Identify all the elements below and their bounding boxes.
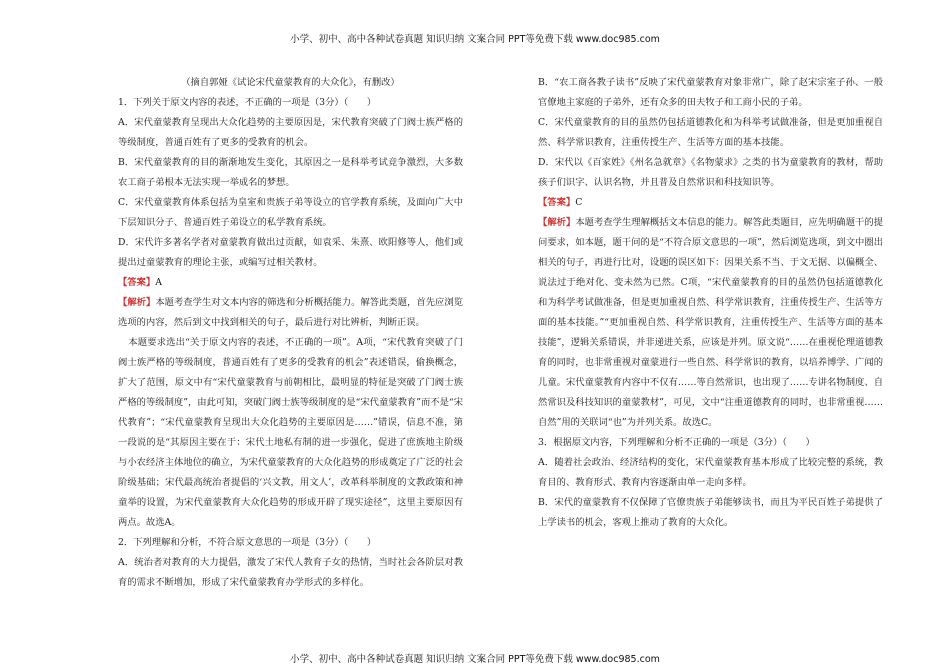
question-1: 1．下列关于原文内容的表述，不正确的一项是（3分）（ ） xyxy=(118,97,377,108)
answer-label: 【答案】 xyxy=(118,277,156,288)
question-2: 2．下列理解和分析，不符合原文意思的一项是（3分）（ ） xyxy=(118,537,377,548)
question-3-option-a: A．随着社会政治、经济结构的变化，宋代童蒙教育基本形成了比较完整的系统，教育目的、教育形式、教育内容逐渐由单一走向多样。 xyxy=(538,457,883,488)
source-citation: （摘自郭娅《试论宋代童蒙教育的大众化》，有删改） xyxy=(181,77,400,88)
answer-2 xyxy=(538,193,883,213)
question-1-option-b: B．宋代童蒙教育的目的渐渐地发生变化，其原因之一是科举考试竞争激烈，大多数农工商子弟根本无法实现一举成名的梦想。 xyxy=(118,157,463,188)
explanation-label: 【解析】 xyxy=(118,297,156,308)
explanation-1 xyxy=(118,293,463,333)
question-3: 3．根据原文内容，下列理解和分析不正确的一项是（3分）（ ） xyxy=(538,437,815,448)
question-3-option-b: B．宋代的童蒙教育不仅保障了官僚贵族子弟能够读书，而且为平民百姓子弟提供了上学读书的机会，客观上推动了教育的大众化。 xyxy=(538,497,883,528)
left-column xyxy=(118,73,463,593)
question-1-option-a: A．宋代童蒙教育呈现出大众化趋势的主要原因是，宋代教育突破了门阀士族严格的等级制度，普通百姓有了更多的受教育的机会。 xyxy=(118,117,463,148)
question-2-option-d: D．宋代以《百家姓》《州名急就章》《名物蒙求》之类的书为童蒙教育的教材，帮助孩子们识字、认识名物，并且普及自然常识和科技知识等。 xyxy=(538,157,883,188)
page-header: 小学、初中、高中各种试卷真题 知识归纳 文案合同 PPT等免费下载 www.doc985.com xyxy=(290,34,660,45)
page-footer: 小学、初中、高中各种试卷真题 知识归纳 文案合同 PPT等免费下载 www.doc985.com xyxy=(290,654,660,665)
question-1-option-c: C．宋代童蒙教育体系包括为皇室和贵族子弟等设立的官学教育系统，及面向广大中下层知识分子、普通百姓子弟设立的私学教育系统。 xyxy=(118,197,463,228)
explanation-2-text: 本题考查学生理解概括文本信息的能力。解答此类题目，应先明确题干的提问要求，如本题，题干问的是“不符合原文意思的一项”，然后浏览选项，到文中圈出相关的句子，再进行比对，设题的误区如下：因果关系不当、于文无据、以偏概全、说法过于绝对化、变未然为已然。C项，“宋代童蒙教育的目的虽然仍包括道德教化和为科学考试做准备，但是更加重视自然、科学常识教育，注重传授生产、生活等方面的基本技能。”“更加重视自然、科学常识教育，注重传授生产、生活等方面的基本技能”，逻辑关系错误，并非递进关系，应该是并列。原文说“……在重视伦理道德教育的同时，也非常重视对童蒙进行一些自然、科学常识的教育，以培养博学、广闻的儿童。宋代童蒙教育内容中不仅有……等自然常识，也出现了……专讲名物制度、自然常识及科技知识的童蒙教材”，可见，文中“注重道德教育的同时，也非常重视……自然”用的关联词“也”为并列关系。故选C。 xyxy=(538,217,883,428)
answer-value: A xyxy=(155,277,162,288)
question-2-option-a: A．统治者对教育的大力提倡，激发了宋代人教育子女的热情，当时社会各阶层对教育的需求不断增加，形成了宋代童蒙教育办学形式的多样化。 xyxy=(118,557,463,588)
explanation-1-text: 本题考查学生对文本内容的筛选和分析概括能力。解答此类题，首先应浏览选项的内容，然后到文中找到相关的句子，最后进行对比辨析，判断正误。 xyxy=(118,297,463,328)
question-2-option-c: C．宋代童蒙教育的目的虽然仍包括道德教化和为科举考试做准备，但是更加重视自然、科学常识教育，注重传授生产、生活等方面的基本技能。 xyxy=(538,117,883,148)
answer-label: 【答案】 xyxy=(538,197,576,208)
explanation-2 xyxy=(538,213,883,433)
question-1-option-d: D．宋代许多著名学者对童蒙教育做出过贡献，如袁采、朱熹、欧阳修等人，他们或提出过童蒙教育的理论主张，或编写过相关教材。 xyxy=(118,237,463,268)
question-2-option-b: B．“农工商各教子读书”反映了宋代童蒙教育对象非常广，除了赵宋宗室子孙、一般官僚地主家庭的子弟外，还有众多的田夫牧子和工商小民的子弟。 xyxy=(538,77,883,108)
right-column xyxy=(538,73,883,533)
answer-1 xyxy=(118,273,463,293)
answer-value: C xyxy=(575,197,583,208)
explanation-label: 【解析】 xyxy=(538,217,576,228)
explanation-1-detail: 本题要求选出“关于原文内容的表述，不正确的一项”。A项，“宋代教育突破了门阀士族严格的等级制度，普通百姓有了更多的受教育的机会”表述错误，偷换概念，扩大了范围，原文中有“宋代童蒙教育与前朝相比，最明显的特征是突破了门阀士族严格的等级制度”，由此可知，突破门阀士族等级制度的是“宋代童蒙教育”而不是“宋代教育”；“宋代童蒙教育呈现出大众化趋势的主要原因是……”错误，信息不准，第一段说的是“其原因主要在于：宋代土地私有制的进一步强化，促进了庶族地主阶级与小农经济主体地位的确立，为宋代童蒙教育的大众化趋势的形成奠定了广泛的社会阶级基础；宋代最高统治者提倡的‘兴文教，用文人’，改革科举制度的文教政策和神童举的设置，为宋代童蒙教育大众化趋势的形成开辟了现实途径”，这里主要原因有两点。故选A。 xyxy=(118,337,463,528)
